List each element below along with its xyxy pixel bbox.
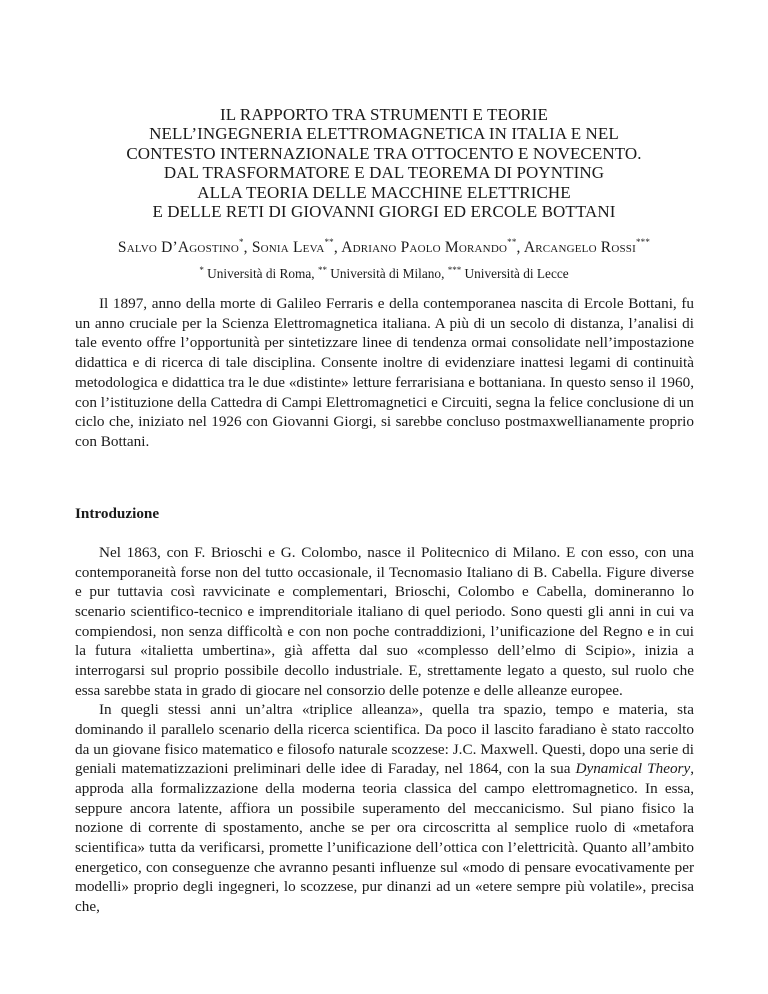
title-line: CONTESTO INTERNAZIONALE TRA OTTOCENTO E NOVECENTO. [126,143,642,163]
title-line: E DELLE RETI DI GIOVANNI GIORGI ED ERCOLE BOTTANI [152,202,616,222]
author-name: Sonia Leva [251,239,325,256]
author-affiliation-mark: * [238,237,244,247]
title-line: IL RAPPORTO TRA STRUMENTI E TEORIE [219,105,549,124]
affiliation-text: Università di Roma, [203,266,318,281]
paragraph-text: In quegli stessi anni un’altra «triplice alleanza», quella tra spazio, tempo e materia, sta dominando il parallelo scenario della ricerca scientifica. Da poco il lascito faradiano è stato raccolto da un giovane fisico matematico e filosofo naturale scozzese: J.C. Maxwell. Questi, dopo una serie di geniali matematizzazioni preliminari delle idee di Faraday, nel 1864, con la sua [75,701,694,778]
affiliations [30,266,738,282]
body-paragraph [75,700,694,916]
affiliation-text: Università di Lecce [461,266,569,281]
affiliation-mark: * [199,265,204,275]
author-name: Arcangelo Rossi [523,239,636,256]
affiliation-mark: ** [317,265,327,275]
abstract-text: Il 1897, anno della morte di Galileo Ferraris e della contemporanea nascita di Ercole Bottani, fu un anno cruciale per la Scienza Elettromagnetica italiana. A più di un secolo di distanza, l’analisi di tale evento offre l’opportunità per sintetizzare linee di tendenza ormai consolidate nell’impostazione didattica e di ricerca di tale disciplina. Consente inoltre di evidenziare inattesi legami di continuità metodologica e didattica tra le due «distinte» letture ferrarisiana e bottaniana. In questo senso il 1960, con l’istituzione della Cattedra di Campi Elettromagnetici e Circuiti, segna la felice conclusione di un ciclo che, iniziato nel 1926 con Giovanni Giorgi, si sarebbe concluso postmaxwellianamente proprio con Bottani. [75,295,694,450]
author-affiliation-mark: *** [635,237,651,247]
section-heading: Introduzione [75,505,160,522]
affiliation-mark: *** [447,265,462,275]
author-separator: , [333,239,342,256]
abstract [75,294,694,452]
title-line: ALLA TEORIA DELLE MACCHINE ELETTRICHE [197,182,571,202]
paragraph-text: , approda alla formalizzazione della moderna teoria classica del campo elettromagnetico. In essa, seppure ancora latente, affiora un possibile superamento del meccanicismo. Sul piano fisico la nozione di corrente di spostamento, anche se per ora circoscritta al semplice ruolo di «metafora scientifica» tutta da verificarsi, promette l’unificazione dell’ottica con l’elettricità. Quanto all’ambito energetico, con conseguenze che avranno pesanti influenze sul «modo di pensare evocativamente per modelli» proprio degli ingegneri, lo scozzese, pur dinanzi ad un «etere sempre più volatile», precisa che, [75,760,694,915]
italic-title: Dynamical Theory [575,760,691,778]
title-line: NELL’INGEGNERIA ELETTROMAGNETICA IN ITALIA E NEL [149,124,619,144]
body-paragraph: Nel 1863, con F. Brioschi e G. Colombo, nasce il Politecnico di Milano. E con esso, con una contemporaneità forse non del tutto occasionale, il Tecnomasio Italiano di B. Cabella. Figure diverse e pur tuttavia così ravvicinate e complementari, Brioschi, Colombo e Cabella, domineranno lo scenario scientifico-tecnico e imprenditoriale italiano di quel periodo. Sono questi gli anni in cui va compiendosi, non senza difficoltà e con non poche contraddizioni, l’unificazione del Regno e in cui la futura «italietta umbertina», già affetta dal suo «complesso dell’elmo di Scipio», inizia a interrogarsi sul proprio possibile decollo industriale. E, strettamente legato a questo, sul ruolo che essa sarebbe stata in grado di giocare nel consorzio delle potenze e delle alleanze europee. [75,544,694,699]
author-name: Salvo D’Agostino [117,239,239,256]
author-separator: , [243,239,252,256]
author-list [30,239,738,257]
author-name: Adriano Paolo Morando [341,239,508,256]
paper-title [40,105,728,221]
body-text [75,543,694,916]
author-affiliation-mark: ** [324,237,334,247]
title-line: DAL TRASFORMATORE E DAL TEOREMA DI POYNTING [163,163,605,183]
affiliation-text: Università di Milano, [326,266,448,281]
author-affiliation-mark: ** [507,237,517,247]
author-separator: , [516,239,524,256]
